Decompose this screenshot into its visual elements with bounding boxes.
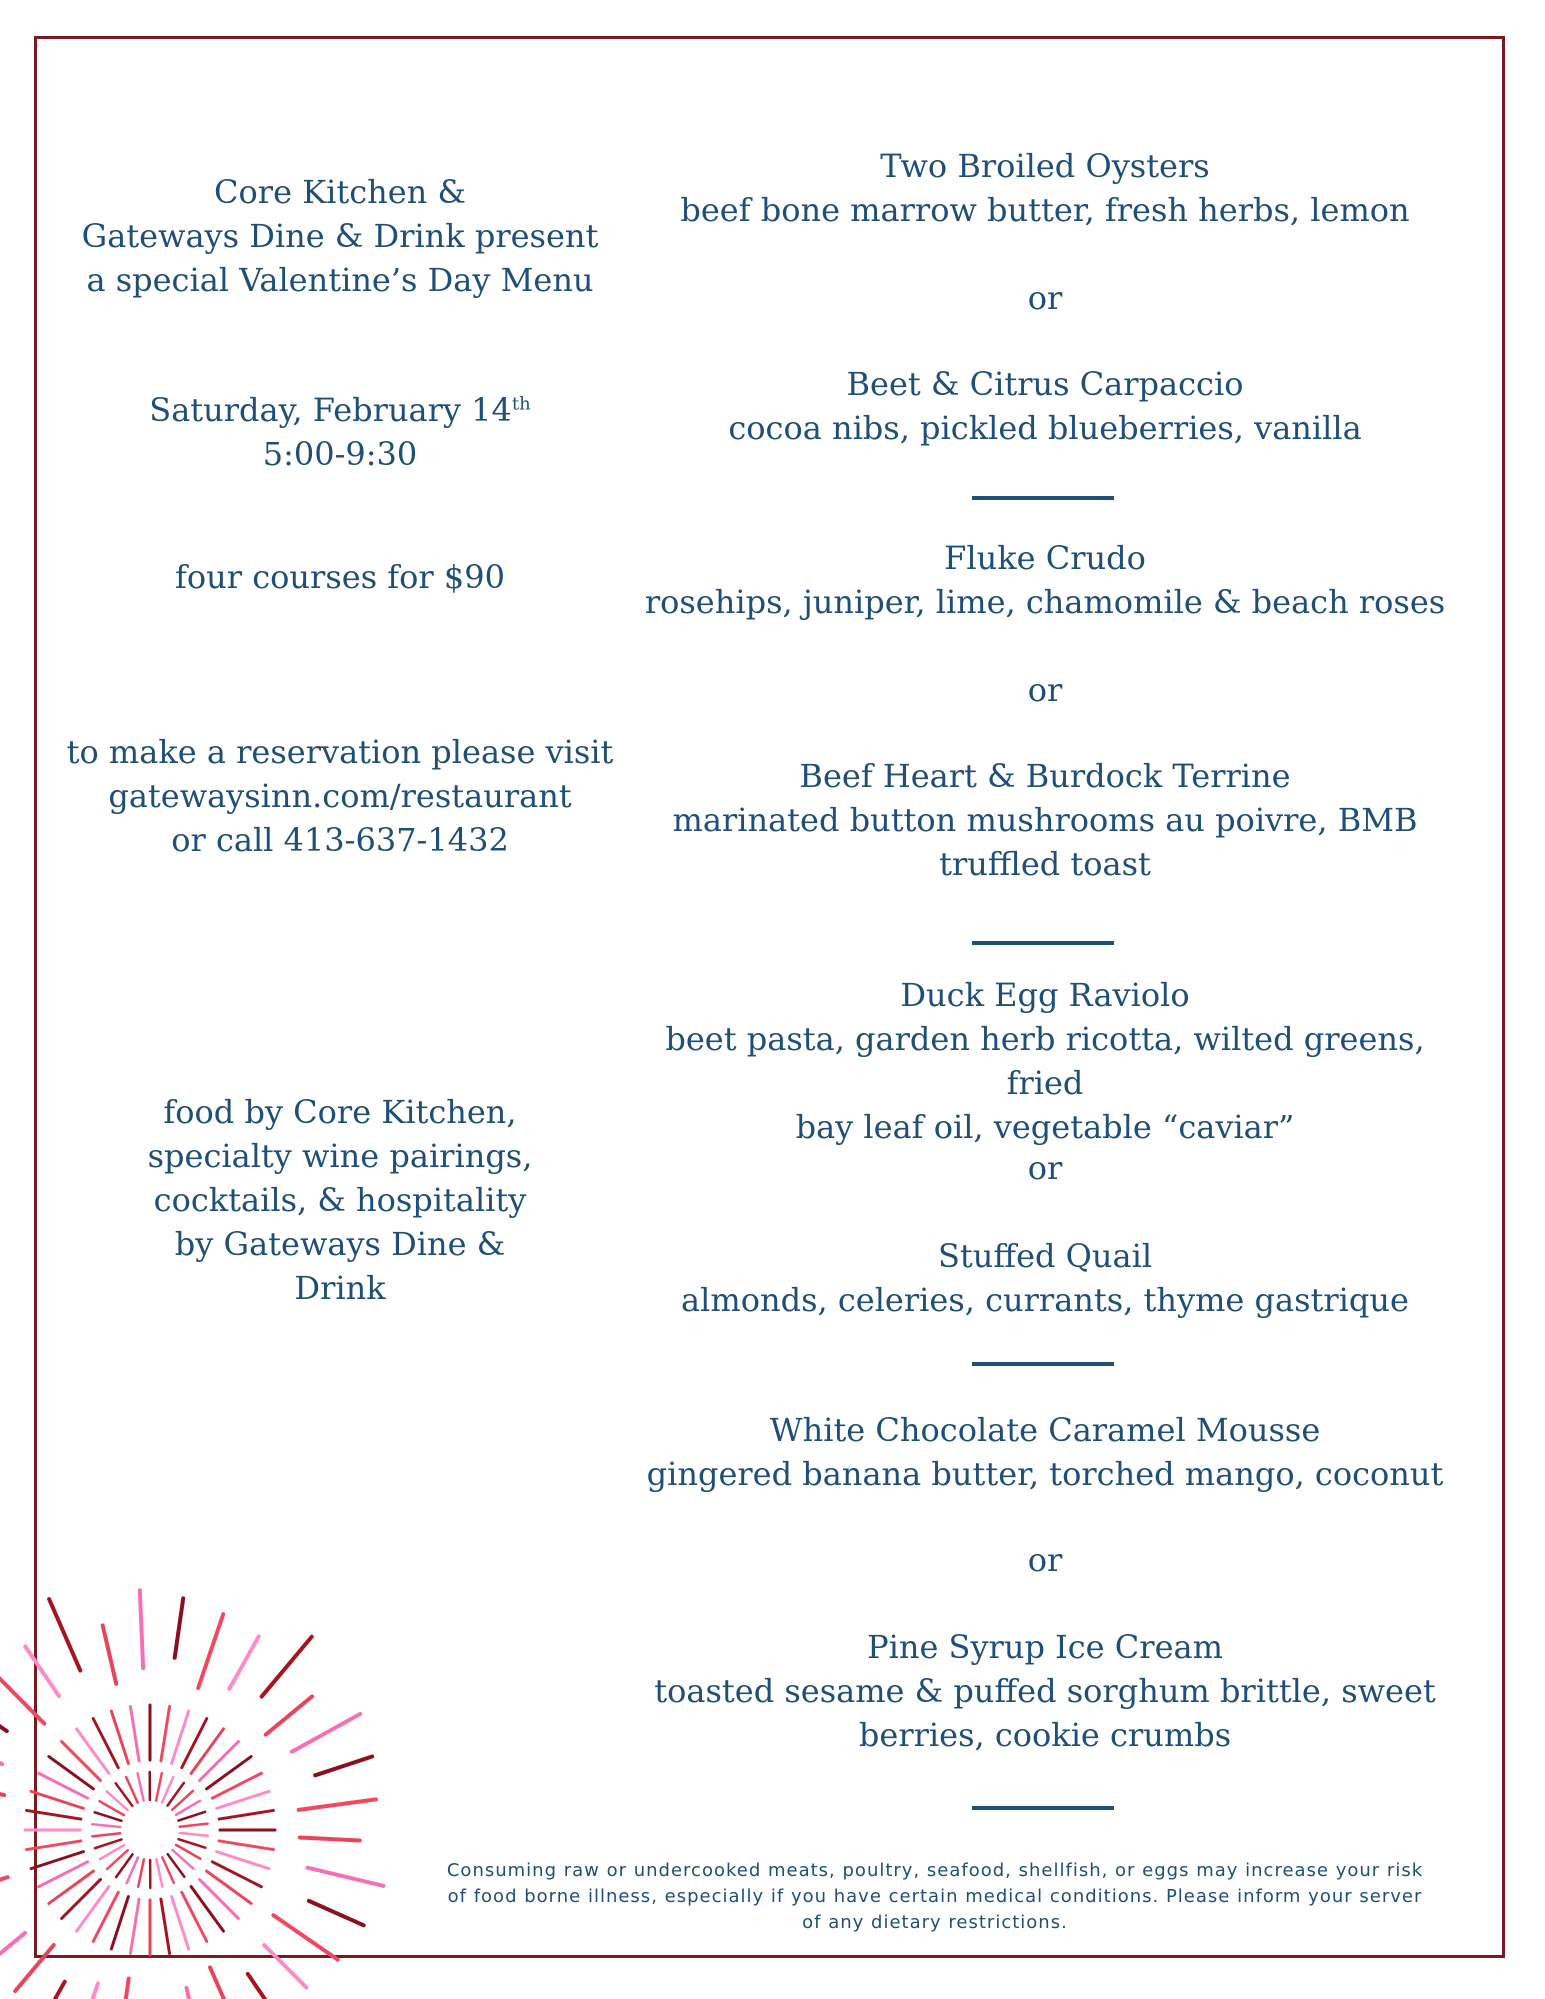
dish-name: Pine Syrup Ice Cream bbox=[867, 1628, 1223, 1666]
dish-description-line-2: bay leaf oil, vegetable “caviar” bbox=[795, 1108, 1295, 1146]
or-separator: or bbox=[1027, 671, 1063, 709]
firework-ray bbox=[27, 1982, 65, 1999]
disclaimer-line-2: of food borne illness, especially if you have certain medical conditions. Please inform your server bbox=[447, 1886, 1423, 1907]
firework-ray bbox=[212, 1773, 261, 1798]
or-separator: or bbox=[1027, 1149, 1063, 1187]
food-safety-disclaimer bbox=[435, 1858, 1435, 1936]
event-time: 5:00-9:30 bbox=[262, 435, 418, 473]
firework-ray bbox=[0, 1933, 25, 1983]
firework-ray bbox=[266, 1696, 312, 1734]
dish-name: White Chocolate Caramel Mousse bbox=[769, 1411, 1321, 1449]
or-separator: or bbox=[1027, 279, 1063, 317]
firework-ray bbox=[300, 1837, 360, 1840]
date-suffix: th bbox=[511, 393, 531, 415]
firework-ray bbox=[299, 1799, 376, 1809]
dish-description: beef bone marrow butter, fresh herbs, lemon bbox=[680, 191, 1410, 229]
firework-ray bbox=[161, 1707, 170, 1761]
firework-ray bbox=[31, 1852, 83, 1869]
firework-ray bbox=[95, 1839, 122, 1848]
firework-ray bbox=[212, 1862, 261, 1887]
credits-line-3: cocktails, & hospitality bbox=[153, 1181, 527, 1219]
firework-ray bbox=[118, 1978, 129, 1999]
dish-description-line-2: truffled toast bbox=[939, 845, 1151, 883]
firework-ray bbox=[262, 1637, 312, 1697]
course-3-option-b bbox=[625, 1234, 1465, 1322]
dish-description: cocoa nibs, pickled blueberries, vanilla bbox=[728, 409, 1362, 447]
or-separator: or bbox=[1027, 1541, 1063, 1579]
firework-ray bbox=[273, 1915, 337, 1959]
firework-decoration bbox=[0, 1530, 460, 1999]
course-divider bbox=[972, 941, 1114, 945]
firework-ray bbox=[77, 1729, 109, 1773]
firework-ray bbox=[111, 1711, 128, 1763]
firework-ray bbox=[130, 1899, 139, 1953]
firework-ray bbox=[15, 1945, 54, 1991]
firework-ray bbox=[93, 1892, 118, 1941]
course-4-option-a bbox=[625, 1408, 1465, 1496]
dish-description-line-1: beet pasta, garden herb ricotta, wilted greens, fried bbox=[665, 1020, 1425, 1102]
course-divider bbox=[972, 1806, 1114, 1810]
course-2-option-b bbox=[625, 754, 1465, 886]
firework-ray bbox=[198, 1614, 223, 1688]
course-1-option-a bbox=[625, 144, 1465, 232]
intro-line-2: Gateways Dine & Drink present bbox=[81, 217, 599, 255]
firework-ray bbox=[62, 1742, 101, 1781]
menu-column bbox=[625, 0, 1465, 1999]
firework-ray bbox=[172, 1711, 189, 1763]
firework-ray bbox=[315, 1756, 372, 1775]
credits-line-1: food by Core Kitchen, bbox=[163, 1093, 517, 1131]
firework-ray bbox=[191, 1887, 223, 1931]
price-text: four courses for $90 bbox=[175, 558, 505, 596]
firework-ray bbox=[248, 1974, 292, 1999]
firework-ray bbox=[199, 1879, 238, 1918]
dish-name: Beet & Citrus Carpaccio bbox=[846, 365, 1244, 403]
dish-description-line-1: toasted sesame & puffed sorghum brittle, sweet bbox=[654, 1672, 1436, 1710]
firework-ray bbox=[172, 1897, 189, 1949]
firework-ray bbox=[309, 1901, 364, 1925]
firework-ray bbox=[179, 1839, 206, 1848]
intro-line-1: Core Kitchen & bbox=[214, 173, 466, 211]
firework-ray bbox=[62, 1879, 101, 1918]
firework-ray bbox=[308, 1868, 384, 1886]
firework-ray bbox=[264, 1945, 306, 1988]
course-divider bbox=[972, 496, 1114, 500]
firework-ray bbox=[0, 1668, 44, 1723]
disclaimer-line-3: of any dietary restrictions. bbox=[802, 1912, 1068, 1933]
dish-description: almonds, celeries, currants, thyme gastrique bbox=[681, 1281, 1409, 1319]
firework-ray bbox=[156, 1859, 162, 1886]
reservation-info bbox=[40, 730, 640, 862]
credits-line-4: by Gateways Dine & bbox=[174, 1225, 506, 1263]
firework-ray bbox=[79, 1983, 98, 1999]
dish-description-line-1: marinated button mushrooms au poivre, BMB bbox=[672, 801, 1418, 839]
firework-ray bbox=[140, 1590, 143, 1668]
firework-ray bbox=[199, 1742, 238, 1781]
credits-line-5: Drink bbox=[294, 1269, 386, 1307]
course-1-option-b bbox=[625, 362, 1465, 450]
reservation-line-1: to make a reservation please visit bbox=[66, 733, 614, 771]
dish-description-line-2: berries, cookie crumbs bbox=[858, 1716, 1232, 1754]
dish-name: Stuffed Quail bbox=[937, 1237, 1153, 1275]
firework-ray bbox=[207, 1757, 251, 1789]
intro-line-3: a special Valentine’s Day Menu bbox=[86, 261, 594, 299]
firework-ray bbox=[217, 1852, 269, 1869]
firework-ray bbox=[49, 1599, 80, 1670]
firework-ray bbox=[182, 1719, 207, 1768]
firework-ray bbox=[103, 1625, 117, 1683]
firework-ray bbox=[27, 1810, 81, 1819]
dish-description: gingered banana butter, torched mango, coconut bbox=[646, 1455, 1444, 1493]
firework-ray bbox=[161, 1899, 170, 1953]
firework-ray bbox=[92, 1824, 120, 1827]
disclaimer-line-1: Consuming raw or undercooked meats, poultry, seafood, shellfish, or eggs may increase your risk bbox=[446, 1860, 1424, 1881]
dish-name: Two Broiled Oysters bbox=[880, 147, 1210, 185]
date-day: Saturday, February 14 bbox=[149, 391, 512, 429]
firework-ray bbox=[182, 1892, 207, 1941]
intro-text bbox=[40, 170, 640, 302]
firework-ray bbox=[0, 1781, 4, 1795]
credits-text bbox=[40, 1090, 640, 1310]
course-2-option-a bbox=[625, 536, 1465, 624]
firework-ray bbox=[180, 1833, 208, 1836]
firework-ray bbox=[0, 1697, 7, 1731]
firework-ray bbox=[210, 1967, 234, 1999]
firework-ray bbox=[25, 1646, 59, 1696]
firework-ray bbox=[175, 1598, 184, 1657]
firework-ray bbox=[49, 1871, 93, 1903]
dish-name: Fluke Crudo bbox=[944, 539, 1146, 577]
event-date bbox=[40, 388, 640, 476]
firework-ray bbox=[156, 1773, 162, 1800]
firework-ray bbox=[229, 1636, 258, 1688]
firework-ray bbox=[191, 1729, 223, 1773]
firework-ray bbox=[39, 1862, 88, 1887]
firework-ray bbox=[39, 1773, 88, 1798]
firework-ray bbox=[27, 1841, 81, 1850]
credits-line-2: specialty wine pairings, bbox=[147, 1137, 533, 1175]
firework-ray bbox=[0, 1877, 8, 1902]
firework-ray bbox=[0, 1732, 2, 1764]
reservation-phone[interactable]: or call 413-637-1432 bbox=[171, 821, 509, 859]
firework-ray bbox=[178, 1812, 205, 1821]
firework-ray bbox=[207, 1871, 251, 1903]
firework-ray bbox=[292, 1714, 360, 1752]
course-divider bbox=[972, 1362, 1114, 1366]
dish-name: Duck Egg Raviolo bbox=[900, 976, 1190, 1014]
dish-name: Beef Heart & Burdock Terrine bbox=[799, 757, 1291, 795]
course-3-option-a bbox=[625, 973, 1465, 1149]
firework-ray bbox=[217, 1791, 269, 1808]
dish-description: rosehips, juniper, lime, chamomile & beach roses bbox=[644, 583, 1446, 621]
firework-ray bbox=[49, 1757, 93, 1789]
firework-ray bbox=[77, 1887, 109, 1931]
firework-ray bbox=[138, 1773, 144, 1800]
firework-ray bbox=[95, 1812, 122, 1821]
firework-ray bbox=[93, 1719, 118, 1768]
firework-ray bbox=[180, 1824, 208, 1827]
firework-ray bbox=[219, 1841, 273, 1850]
firework-ray bbox=[186, 1988, 204, 1999]
firework-ray bbox=[219, 1810, 273, 1819]
reservation-link[interactable]: gatewaysinn.com/restaurant bbox=[108, 777, 572, 815]
firework-ray bbox=[138, 1859, 144, 1886]
firework-ray bbox=[130, 1707, 139, 1761]
firework-ray bbox=[92, 1833, 120, 1836]
firework-ray bbox=[31, 1791, 83, 1808]
firework-ray bbox=[111, 1897, 128, 1949]
course-4-option-b bbox=[625, 1625, 1465, 1757]
